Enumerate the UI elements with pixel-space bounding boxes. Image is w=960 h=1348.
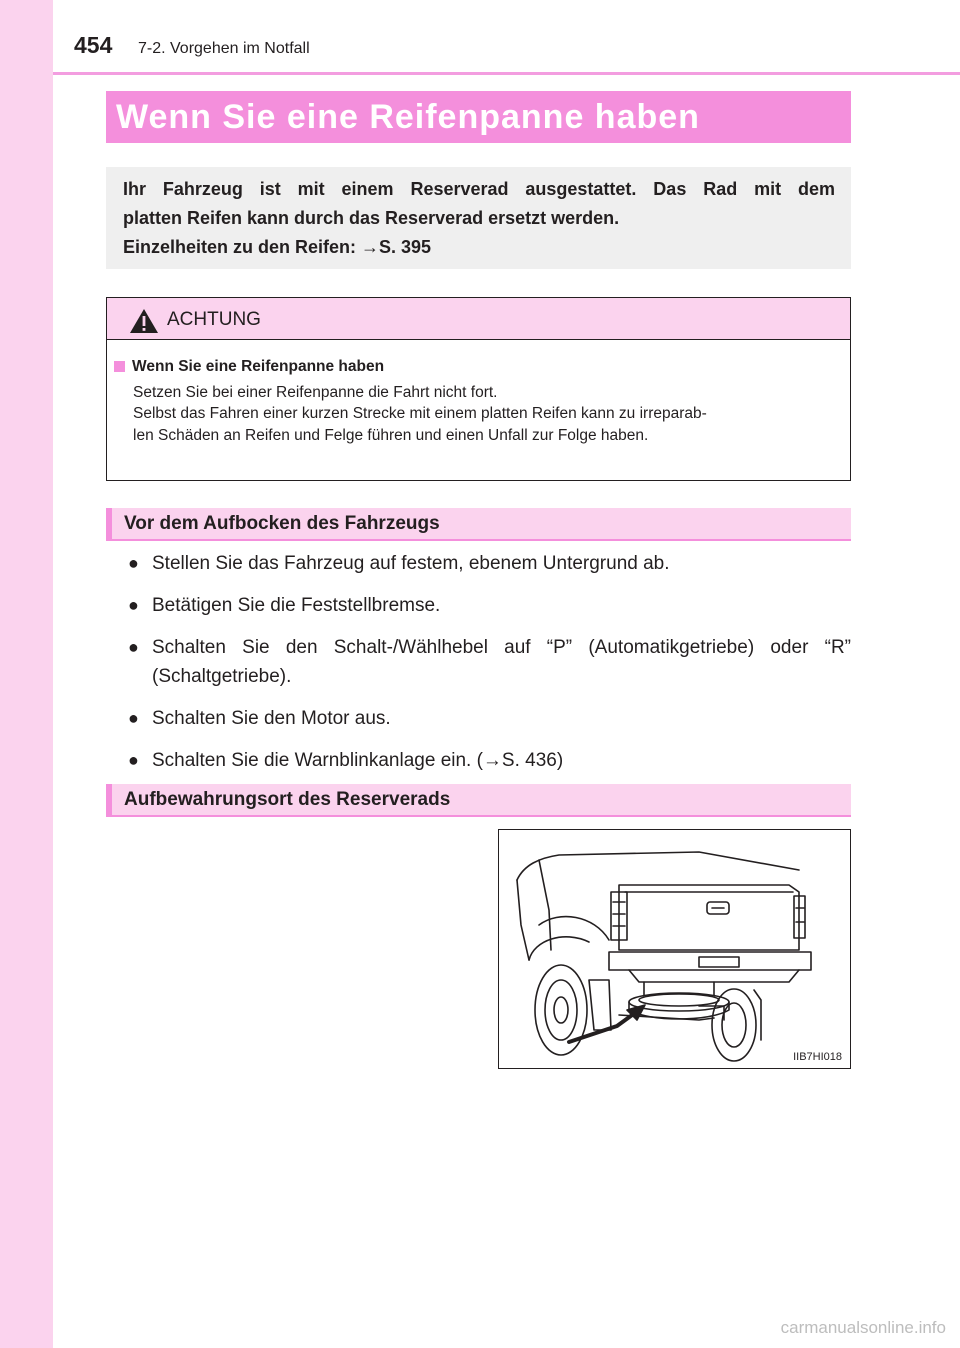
square-bullet-icon xyxy=(114,361,125,372)
list-item-text: Schalten Sie die Warnblinkanlage ein. (→S. 436) xyxy=(152,750,564,771)
list-item xyxy=(128,746,851,775)
warning-text-line: len Schäden an Reifen und Felge führen und einen Unfall zur Folge haben. xyxy=(133,426,649,444)
section-title: 7-2. Vorgehen im Notfall xyxy=(138,40,310,57)
list-item xyxy=(128,704,851,733)
warning-text-line: Setzen Sie bei einer Reifenpanne die Fahrt nicht fort. xyxy=(133,383,498,401)
list-item-text: Schalten Sie den Schalt-/Wählhebel auf “P” (Automatikgetriebe) oder “R” (Schaltgetriebe). xyxy=(152,637,851,687)
left-margin-bar xyxy=(0,0,53,1348)
intro-box xyxy=(106,167,851,269)
warning-heading-text: Wenn Sie eine Reifenpanne haben xyxy=(132,358,385,375)
warning-body xyxy=(107,340,850,446)
figure-spare-tire xyxy=(498,829,851,1069)
warning-box xyxy=(106,297,851,481)
watermark: carmanualsonline.info xyxy=(780,1318,946,1337)
subheading-spare-location: Aufbewahrungsort des Reserverads xyxy=(106,784,851,817)
bullet-dot-icon: ● xyxy=(128,637,139,657)
bullet-dot-icon: ● xyxy=(128,595,139,615)
bullet-dot-icon: ● xyxy=(128,553,139,573)
list-item xyxy=(128,591,851,620)
list-item xyxy=(128,549,851,578)
bullet-list xyxy=(128,549,851,788)
list-item-text: Betätigen Sie die Feststellbremse. xyxy=(152,595,441,616)
list-item-text: Schalten Sie den Motor aus. xyxy=(152,708,391,729)
pickup-truck-rear-icon xyxy=(499,830,850,1068)
warning-triangle-icon xyxy=(129,308,159,334)
subheading-before-jacking: Vor dem Aufbocken des Fahrzeugs xyxy=(106,508,851,541)
bullet-dot-icon: ● xyxy=(128,750,139,770)
list-item xyxy=(128,633,851,691)
warning-label: ACHTUNG xyxy=(167,309,261,330)
bullet-dot-icon: ● xyxy=(128,708,139,728)
list-item-text: Stellen Sie das Fahrzeug auf festem, ebenem Untergrund ab. xyxy=(152,553,670,574)
intro-line: Ihr Fahrzeug ist mit einem Reserverad ausgestattet. Das Rad mit dem xyxy=(123,179,835,199)
intro-line: Einzelheiten zu den Reifen: →S. 395 xyxy=(123,237,432,257)
warning-header xyxy=(107,298,850,340)
page-title-bar xyxy=(106,91,851,143)
intro-line: platten Reifen kann durch das Reserverad ersetzt werden. xyxy=(123,208,620,228)
page-number: 454 xyxy=(74,32,113,58)
header-rule xyxy=(53,72,960,75)
page-title: Wenn Sie eine Reifenpanne haben xyxy=(116,97,700,136)
figure-code: IIB7HI018 xyxy=(793,1051,842,1063)
warning-heading xyxy=(114,356,840,378)
warning-text-line: Selbst das Fahren einer kurzen Strecke mit einem platten Reifen kann zu irreparab- xyxy=(133,405,707,422)
